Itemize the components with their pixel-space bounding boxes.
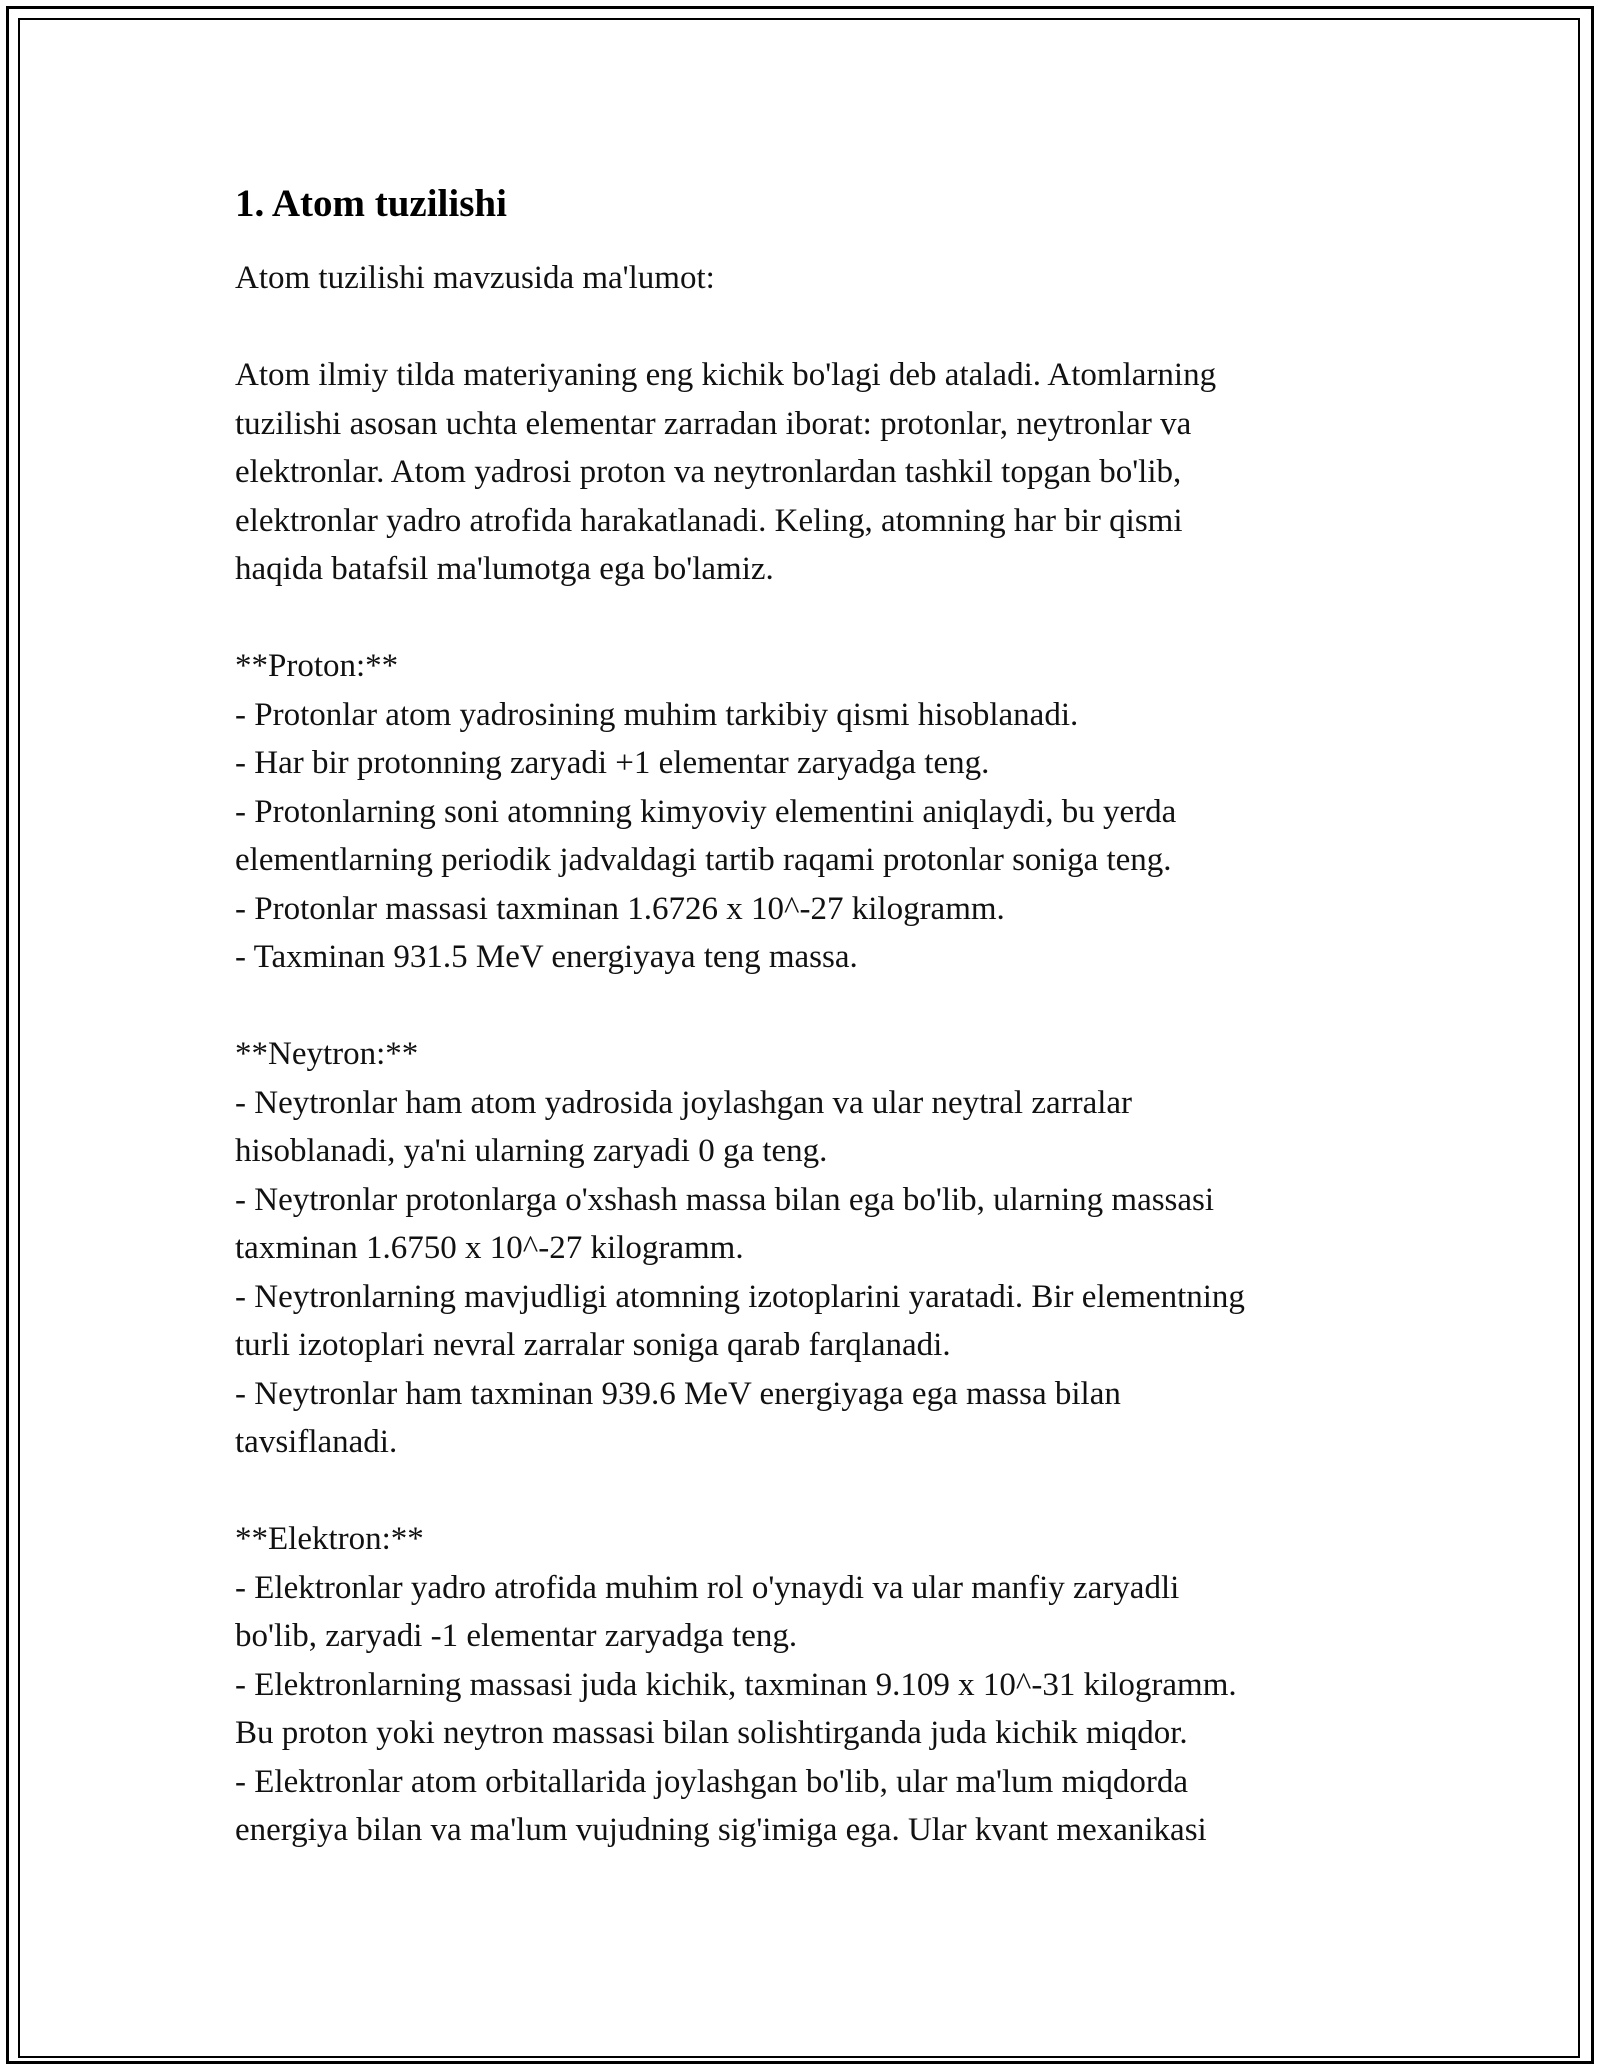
text-line: elektronlar. Atom yadrosi proton va neytronlardan tashkil topgan bo'lib, — [235, 454, 1182, 490]
text-line: - Taxminan 931.5 MeV energiyaya teng massa. — [235, 939, 858, 975]
text-line: Bu proton yoki neytron massasi bilan solishtirganda juda kichik miqdor. — [235, 1715, 1188, 1751]
text-line: energiya bilan va ma'lum vujudning sig'imiga ega. Ular kvant mexanikasi — [235, 1812, 1207, 1848]
text-line: - Neytronlar protonlarga o'xshash massa bilan ega bo'lib, ularning massasi — [235, 1181, 1215, 1218]
text-line: bo'lib, zaryadi -1 elementar zaryadga teng. — [235, 1618, 798, 1654]
text-line: - Protonlar atom yadrosining muhim tarkibiy qismi hisoblanadi. — [235, 696, 1079, 733]
blank-line — [235, 303, 1375, 352]
text-line: haqida batafsil ma'lumotga ega bo'lamiz. — [235, 551, 774, 587]
text-line: taxminan 1.6750 x 10^-27 kilogramm. — [235, 1230, 744, 1266]
text-line: Atom ilmiy tilda materiyaning eng kichik bo'lagi deb ataladi. Atomlarning — [235, 357, 1217, 393]
text-line: - Elektronlar yadro atrofida muhim rol o'ynaydi va ular manfiy zaryadli — [235, 1569, 1180, 1606]
text-line: elektronlar yadro atrofida harakatlanadi. Keling, atomning har bir qismi — [235, 502, 1183, 539]
text-line: elementlarning periodik jadvaldagi tartib raqami protonlar soniga teng. — [235, 842, 1172, 878]
document-page — [235, 180, 1375, 1855]
text-line: - Har bir protonning zaryadi +1 elementar zaryadga teng. — [235, 745, 990, 781]
text-line: - Neytronlarning mavjudligi atomning izotoplarini yaratadi. Bir elementning — [235, 1278, 1245, 1315]
text-line: - Protonlar massasi taxminan 1.6726 x 10^-27 kilogramm. — [235, 890, 1005, 927]
text-line: - Elektronlar atom orbitallarida joylashgan bo'lib, ular ma'lum miqdorda — [235, 1763, 1189, 1800]
blank-line — [235, 982, 1375, 1031]
blank-line — [235, 594, 1375, 643]
text-line: hisoblanadi, ya'ni ularning zaryadi 0 ga teng. — [235, 1133, 828, 1169]
document-body — [235, 254, 1375, 1855]
section-heading-neytron: **Neytron:** — [235, 1036, 419, 1072]
text-line: Atom tuzilishi mavzusida ma'lumot: — [235, 260, 715, 296]
text-line: tuzilishi asosan uchta elementar zarradan iborat: protonlar, neytronlar va — [235, 405, 1192, 442]
text-line: - Neytronlar ham atom yadrosida joylashgan va ular neytral zarralar — [235, 1084, 1133, 1121]
blank-line — [235, 1467, 1375, 1516]
text-line: - Elektronlarning massasi juda kichik, taxminan 9.109 x 10^-31 kilogramm. — [235, 1666, 1237, 1703]
text-line: - Neytronlar ham taxminan 939.6 MeV energiyaga ega massa bilan — [235, 1375, 1121, 1412]
text-line: tavsiflanadi. — [235, 1424, 398, 1460]
text-line: - Protonlarning soni atomning kimyoviy elementini aniqlaydi, bu yerda — [235, 793, 1177, 830]
text-line: turli izotoplari nevral zarralar soniga qarab farqlanadi. — [235, 1327, 951, 1363]
section-heading-proton: **Proton:** — [235, 648, 399, 684]
section-heading-elektron: **Elektron:** — [235, 1521, 424, 1557]
document-title: 1. Atom tuzilishi — [235, 182, 507, 225]
